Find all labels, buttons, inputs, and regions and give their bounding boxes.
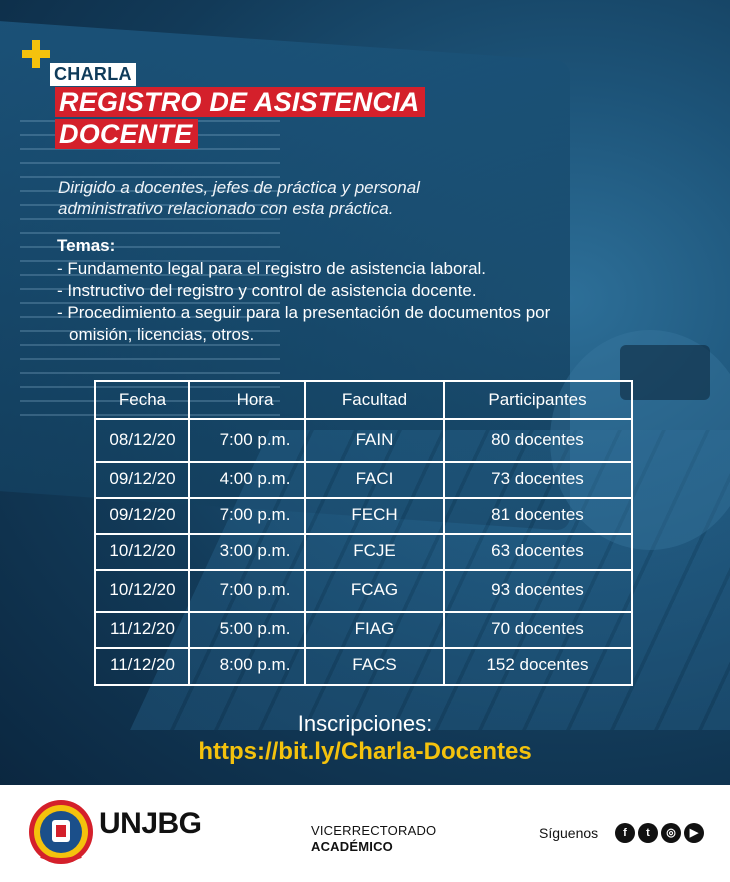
time-cell: 7:00 p.m.: [219, 429, 291, 449]
date-cell: 09/12/20: [109, 505, 176, 524]
table-row-divider: [96, 533, 631, 535]
column-header: Facultad: [341, 389, 408, 409]
participants-cell: 152 docentes: [486, 655, 589, 674]
time-cell: 8:00 p.m.: [219, 655, 291, 674]
time-cell: 3:00 p.m.: [219, 541, 291, 560]
time-cell: 7:00 p.m.: [219, 505, 291, 524]
faculty-cell: FACS: [352, 655, 397, 674]
time-cell: 5:00 p.m.: [219, 619, 291, 638]
faculty-cell: FIAG: [354, 619, 395, 638]
date-cell: 09/12/20: [109, 469, 176, 488]
table-row-divider: [96, 497, 631, 499]
faculty-cell: FCAG: [350, 580, 399, 599]
office-name-line-2: ACADÉMICO: [311, 839, 393, 854]
audience-description: Dirigido a docentes, jefes de práctica y personal administrativo relacionado con esta práctica.: [58, 178, 420, 218]
title-line-1: REGISTRO DE ASISTENCIA: [55, 87, 425, 117]
date-cell: 10/12/20: [109, 580, 176, 599]
university-seal-icon: [27, 798, 95, 866]
topics-heading: Temas:: [57, 236, 116, 255]
date-cell: 08/12/20: [109, 429, 176, 449]
facebook-icon[interactable]: f: [615, 823, 635, 843]
date-cell: 10/12/20: [109, 541, 176, 560]
column-header: Hora: [236, 389, 274, 409]
university-acronym: UNJBG: [99, 807, 202, 840]
table-row-divider: [96, 569, 631, 571]
topic-item: - Instructivo del registro y control de asistencia docente.: [57, 281, 477, 300]
registration-label: Inscripciones:: [297, 711, 433, 736]
participants-cell: 63 docentes: [491, 541, 584, 560]
faculty-cell: FACI: [355, 469, 394, 488]
column-header: Participantes: [488, 389, 587, 409]
title-line-2: DOCENTE: [55, 119, 198, 149]
table-row-divider: [96, 418, 631, 420]
topics-list: [57, 258, 577, 346]
topic-item: - Procedimiento a seguir para la presentación de documentos por omisión, licencias, otros.: [57, 303, 551, 344]
date-cell: 11/12/20: [110, 619, 175, 638]
table-row-divider: [96, 461, 631, 463]
time-cell: 4:00 p.m.: [219, 469, 291, 488]
twitter-icon[interactable]: t: [638, 823, 658, 843]
follow-label: Síguenos: [539, 825, 599, 841]
participants-cell: 81 docentes: [491, 505, 584, 524]
plus-icon: [22, 40, 50, 68]
youtube-icon[interactable]: ▶: [684, 823, 704, 843]
participants-cell: 80 docentes: [491, 429, 584, 449]
registration-link[interactable]: https://bit.ly/Charla-Docentes: [198, 738, 532, 765]
date-cell: 11/12/20: [110, 655, 175, 674]
schedule-table: [94, 380, 633, 686]
footer: [0, 785, 730, 882]
phone-photo: [620, 345, 710, 400]
faculty-cell: FECH: [351, 505, 398, 524]
office-name-line-1: VICERRECTORADO: [311, 823, 437, 838]
instagram-icon[interactable]: ◎: [661, 823, 681, 843]
participants-cell: 93 docentes: [491, 580, 584, 599]
table-row-divider: [96, 647, 631, 649]
faculty-cell: FAIN: [355, 429, 394, 449]
participants-cell: 73 docentes: [491, 469, 584, 488]
table-row-divider: [96, 611, 631, 613]
participants-cell: 70 docentes: [491, 619, 584, 638]
event-type-tag: CHARLA: [50, 63, 136, 86]
time-cell: 7:00 p.m.: [219, 580, 291, 599]
faculty-cell: FCJE: [353, 541, 396, 560]
column-header: Fecha: [118, 389, 167, 409]
topic-item: - Fundamento legal para el registro de asistencia laboral.: [57, 259, 487, 278]
